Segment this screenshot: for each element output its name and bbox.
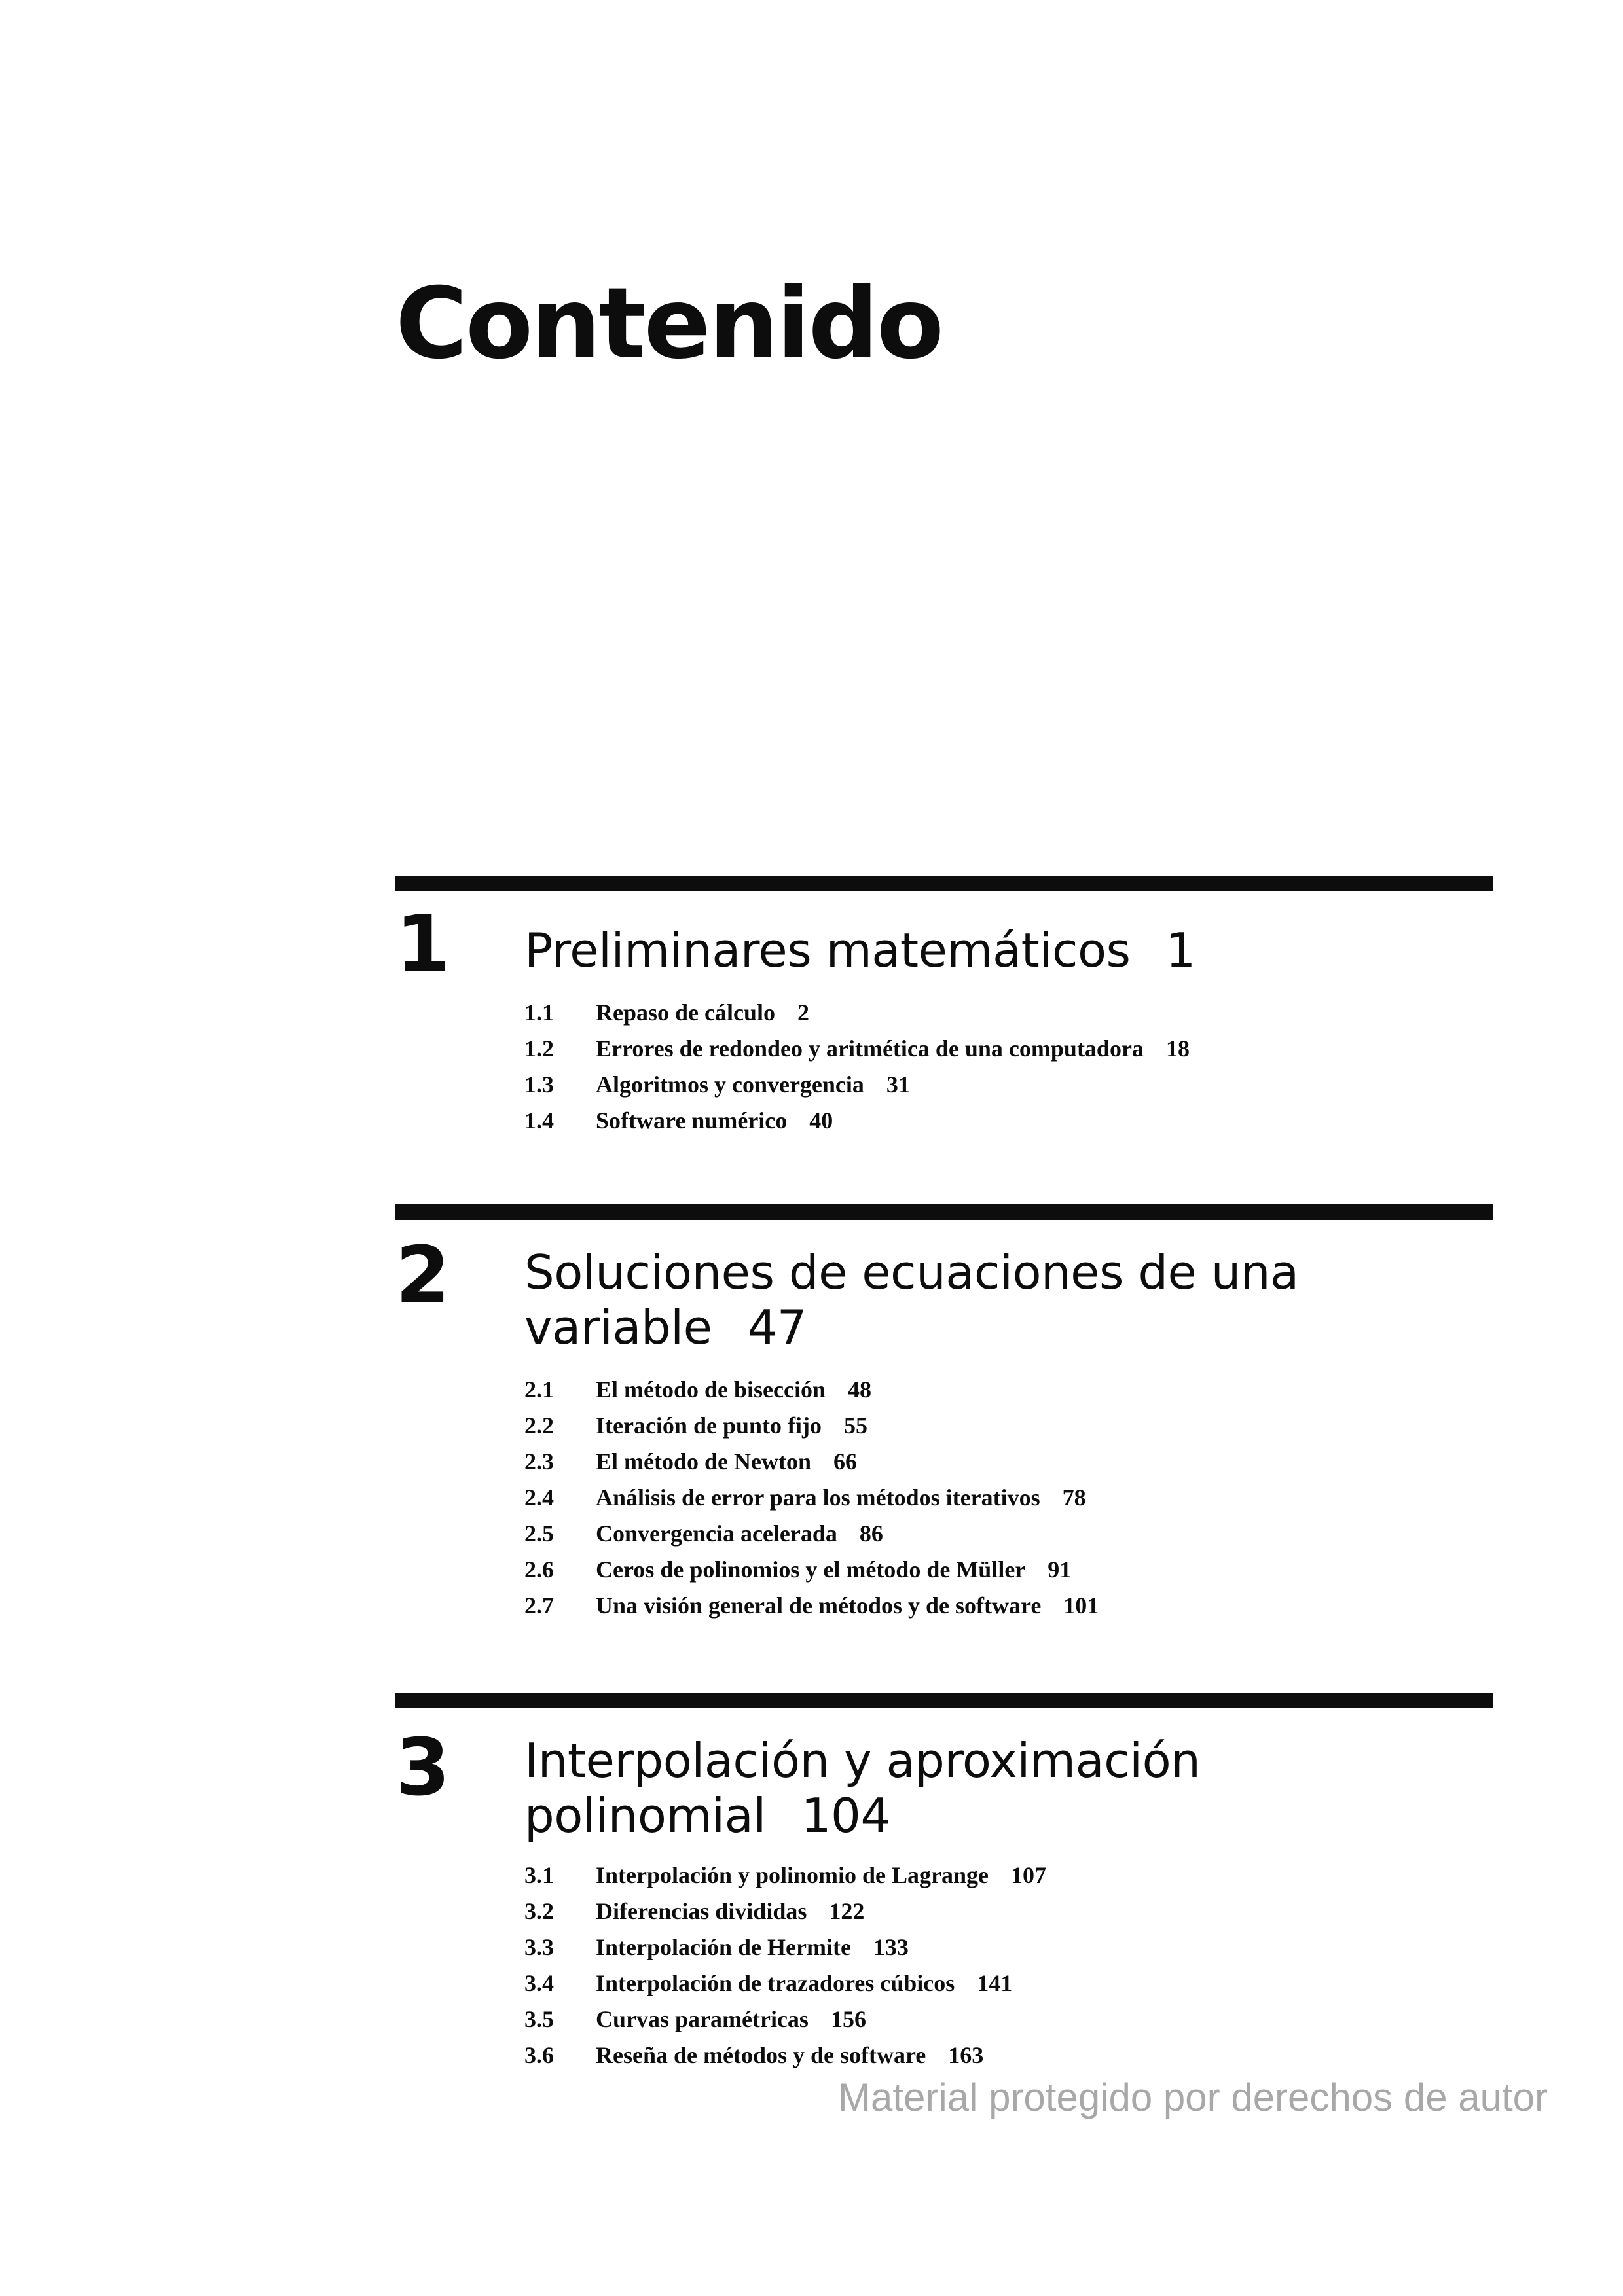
section-entry [524, 1965, 1046, 2001]
section-page-number: 2 [797, 999, 809, 1026]
section-page-number: 55 [844, 1412, 867, 1439]
page-title: Contenido [395, 267, 942, 381]
section-number: 3.5 [524, 2006, 554, 2032]
section-entry [524, 2037, 1046, 2073]
section-number: 3.4 [524, 1970, 554, 1996]
section-entry [524, 1408, 1099, 1444]
section-entry [524, 995, 1190, 1031]
chapter-title [524, 1245, 1474, 1355]
section-number: 3.3 [524, 1934, 554, 1960]
section-number: 2.3 [524, 1448, 554, 1475]
section-title: Curvas paramétricas [596, 2006, 809, 2032]
section-title: Una visión general de métodos y de software [596, 1592, 1042, 1619]
chapter-rule [395, 876, 1493, 891]
chapter-title-text: Interpolación y aproximación polinomial [524, 1733, 1201, 1843]
section-entry [524, 1444, 1099, 1480]
chapter-1 [395, 876, 1493, 1134]
section-number: 1.4 [524, 1107, 554, 1134]
section-number: 1.3 [524, 1071, 554, 1098]
section-page-number: 40 [809, 1107, 833, 1134]
section-page-number: 122 [829, 1898, 865, 1924]
section-number: 3.6 [524, 2042, 554, 2068]
section-page-number: 66 [833, 1448, 857, 1475]
section-title: El método de Newton [596, 1448, 811, 1475]
section-page-number: 78 [1062, 1484, 1086, 1511]
section-list [524, 1372, 1099, 1624]
section-page-number: 163 [948, 2042, 984, 2068]
section-number: 1.2 [524, 1035, 554, 1062]
chapter-page-number: 1 [1165, 923, 1195, 978]
section-title: Interpolación de Hermite [596, 1934, 851, 1960]
section-number: 2.4 [524, 1484, 554, 1511]
chapter-page-number: 47 [747, 1300, 807, 1355]
section-number: 1.1 [524, 999, 554, 1026]
section-title: Iteración de punto fijo [596, 1412, 822, 1439]
section-title: Diferencias divididas [596, 1898, 807, 1924]
section-list [524, 1857, 1046, 2073]
section-title: Interpolación y polinomio de Lagrange [596, 1862, 989, 1888]
section-title: Convergencia acelerada [596, 1520, 837, 1547]
chapter-number: 2 [395, 1230, 450, 1321]
section-number: 3.2 [524, 1898, 554, 1924]
section-page-number: 86 [859, 1520, 883, 1547]
section-entry [524, 1372, 1099, 1408]
section-title: Algoritmos y convergencia [596, 1071, 864, 1098]
chapter-rule [395, 1693, 1493, 1708]
chapter-number: 1 [395, 899, 450, 990]
section-page-number: 133 [873, 1934, 909, 1960]
section-title: Análisis de error para los métodos iterativos [596, 1484, 1040, 1511]
section-number: 2.1 [524, 1376, 554, 1403]
section-entry [524, 1857, 1046, 1893]
section-page-number: 18 [1165, 1035, 1190, 1062]
section-title: Repaso de cálculo [596, 999, 775, 1026]
section-list [524, 995, 1190, 1139]
section-page-number: 156 [830, 2006, 866, 2032]
chapter-title-text: Soluciones de ecuaciones de una variable [524, 1245, 1299, 1355]
section-page-number: 141 [977, 1970, 1013, 1996]
section-entry [524, 1103, 1190, 1139]
chapter-number: 3 [395, 1723, 450, 1814]
section-entry [524, 1893, 1046, 1929]
section-entry [524, 1929, 1046, 1965]
chapter-page-number: 104 [801, 1788, 890, 1843]
chapter-title [524, 923, 1474, 978]
section-entry [524, 1067, 1190, 1103]
section-entry [524, 2001, 1046, 2037]
copyright-watermark: Material protegido por derechos de autor [838, 2075, 1548, 2119]
section-page-number: 31 [886, 1071, 910, 1098]
section-page-number: 48 [847, 1376, 871, 1403]
section-number: 2.7 [524, 1592, 554, 1619]
section-title: El método de bisección [596, 1376, 826, 1403]
chapter-title-text: Preliminares matemáticos [524, 923, 1131, 978]
section-entry [524, 1552, 1099, 1588]
section-title: Ceros de polinomios y el método de Müller [596, 1556, 1026, 1583]
section-entry [524, 1588, 1099, 1624]
section-title: Errores de redondeo y aritmética de una computadora [596, 1035, 1144, 1062]
section-page-number: 101 [1063, 1592, 1099, 1619]
section-page-number: 107 [1011, 1862, 1047, 1888]
section-number: 2.6 [524, 1556, 554, 1583]
chapter-2 [395, 1204, 1493, 1619]
section-title: Interpolación de trazadores cúbicos [596, 1970, 955, 1996]
section-entry [524, 1480, 1099, 1516]
section-title: Reseña de métodos y de software [596, 2042, 926, 2068]
chapter-title [524, 1733, 1474, 1843]
section-entry [524, 1516, 1099, 1552]
section-title: Software numérico [596, 1107, 788, 1134]
section-number: 3.1 [524, 1862, 554, 1888]
chapter-3 [395, 1693, 1493, 2068]
section-number: 2.2 [524, 1412, 554, 1439]
section-entry [524, 1031, 1190, 1067]
section-number: 2.5 [524, 1520, 554, 1547]
chapter-rule [395, 1204, 1493, 1220]
section-page-number: 91 [1048, 1556, 1072, 1583]
